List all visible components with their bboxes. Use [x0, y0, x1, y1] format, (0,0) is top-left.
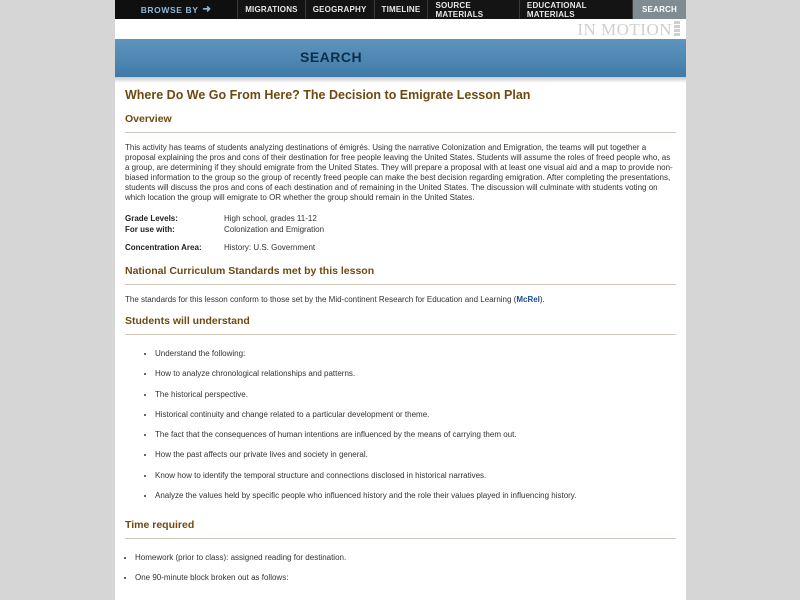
understand-heading: Students will understand	[125, 315, 250, 327]
for-use-with-row	[125, 224, 676, 235]
concentration-area-row	[125, 242, 676, 253]
divider	[125, 538, 676, 539]
standards-text	[125, 295, 676, 305]
list-item: • How to analyze chronological relationships and patterns.	[155, 369, 676, 379]
concentration-area-value: History: U.S. Government	[224, 243, 316, 252]
list-item: • The fact that the consequences of human intentions are influenced by the means of carrying them out.	[155, 430, 676, 440]
section-banner	[115, 39, 686, 77]
overview-heading: Overview	[125, 113, 172, 125]
grade-levels-label: Grade Levels:	[125, 214, 178, 223]
browse-by-button[interactable]	[115, 0, 237, 19]
nav-item-migrations[interactable]: MIGRATIONS	[237, 0, 305, 19]
list-item: • Know how to identify the temporal structure and connections disclosed in historical narratives.	[155, 471, 676, 481]
time-required-list	[125, 553, 676, 583]
arrow-right-icon: ➜	[202, 4, 212, 15]
nav-item-timeline[interactable]: TIMELINE	[374, 0, 428, 19]
concentration-area-label: Concentration Area:	[125, 243, 202, 252]
for-use-with-label: For use with:	[125, 225, 175, 234]
page	[115, 0, 686, 600]
logo-text: IN MOTION	[577, 20, 672, 39]
list-item: • Homework (prior to class): assigned reading for destination.	[135, 553, 676, 563]
top-navigation	[115, 0, 686, 19]
standards-text-after: ).	[539, 295, 545, 304]
logo-bar	[115, 19, 686, 39]
list-item: • One 90-minute block broken out as follows:	[135, 573, 676, 583]
browse-by-label: BROWSE BY	[140, 4, 199, 15]
for-use-with-value: Colonization and Emigration	[224, 225, 325, 234]
nav-item-source-materials[interactable]: SOURCE MATERIALS	[427, 0, 518, 19]
mcrel-link[interactable]: McRel	[516, 295, 540, 304]
nav-search-button[interactable]: SEARCH	[632, 0, 686, 19]
nav-item-geography[interactable]: GEOGRAPHY	[305, 0, 374, 19]
nav-item-educational-materials[interactable]: EDUCATIONAL MATERIALS	[519, 0, 632, 19]
grade-levels-value: High school, grades 11-12	[224, 214, 317, 223]
divider	[125, 284, 676, 285]
standards-text-before: The standards for this lesson conform to those set by the Mid-continent Research for Education and Learning (	[125, 295, 517, 304]
list-item: • Analyze the values held by specific people who influenced history and the role their values played in influencing history.	[155, 491, 676, 501]
list-item: • How the past affects our private lives and society in general.	[155, 450, 676, 460]
time-required-heading: Time required	[125, 519, 195, 532]
divider	[125, 334, 676, 335]
list-item: • The historical perspective.	[155, 390, 676, 400]
list-item: • Historical continuity and change related to a particular development or theme.	[155, 410, 676, 420]
in-motion-logo[interactable]	[577, 20, 680, 40]
lesson-title: Where Do We Go From Here? The Decision to Emigrate Lesson Plan	[125, 88, 531, 102]
lesson-content	[115, 83, 686, 583]
grade-levels-row	[125, 213, 676, 224]
understand-list	[125, 349, 676, 501]
banner-title: SEARCH	[300, 49, 363, 65]
standards-heading: National Curriculum Standards met by this lesson	[125, 265, 375, 277]
overview-text: This activity has teams of students analyzing destinations of émigrés. Using the narrative Colonization and Emigration, the teams will put together a proposal explaining the pros and cons of their destination for free people leaving the United States. Students will assume the roles of freed people who, as a group, are determining if they should emigrate from the United States. They will prepare a proposal with at least one visual aid and a map to provide non-biased information to the group so the group of recently freed people can make the best decision regarding emigration. After completing the presentations, students will discuss the pros and cons of each destination and of remaining in the United States. The discussion will culminate with students voting on which location the group will emigrate to OR whether the group should remain in the United States.	[125, 143, 673, 202]
logo-bars-icon	[674, 20, 680, 37]
divider	[125, 132, 676, 133]
list-item: • Understand the following:	[155, 349, 676, 359]
